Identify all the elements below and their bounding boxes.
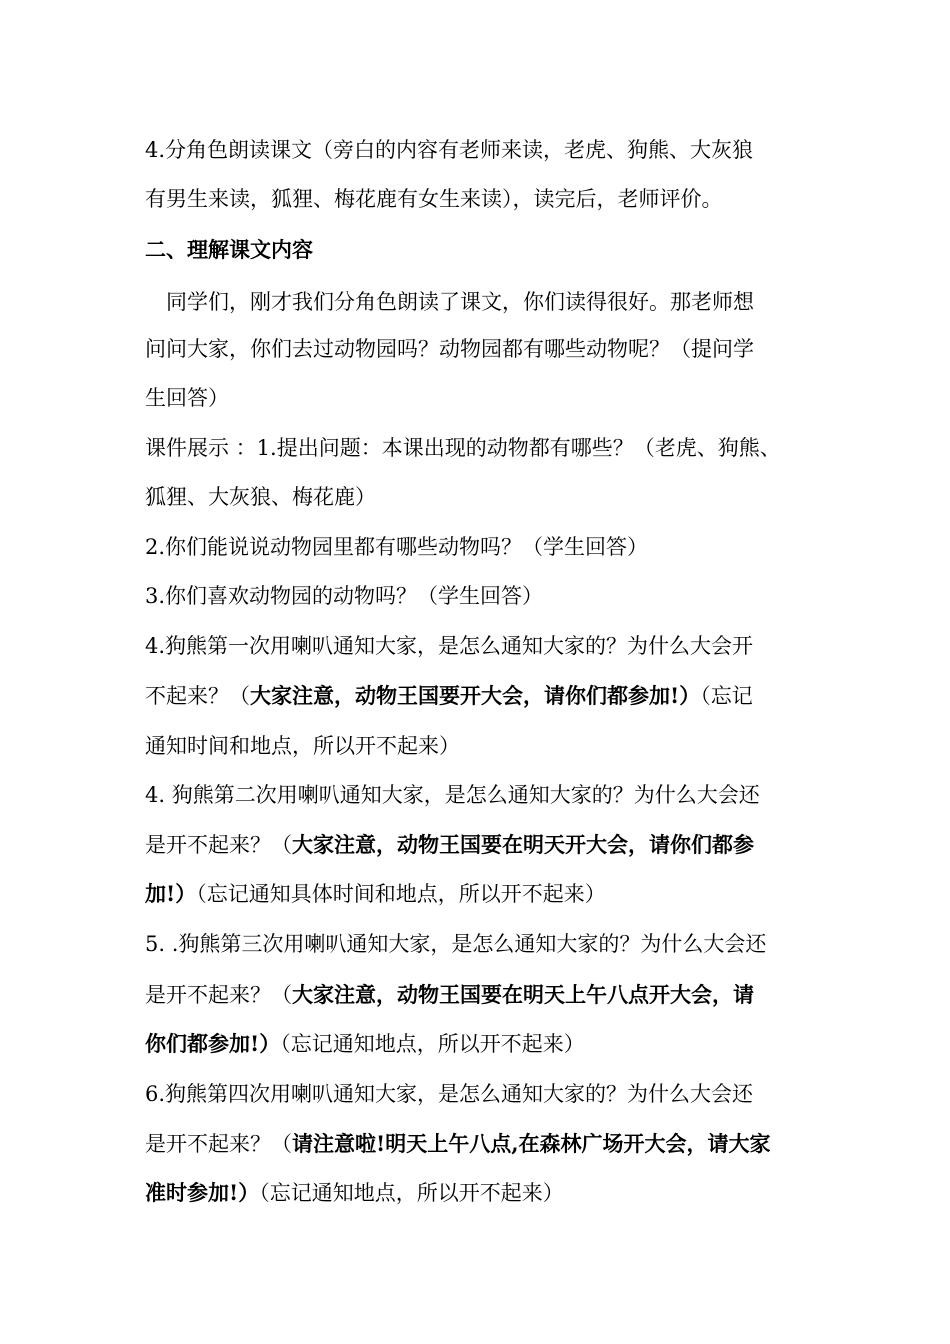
text-line <box>145 929 825 959</box>
text-line <box>145 532 825 562</box>
announcement-text: 大家注意，动物王国要开大会，请你们都参加!） <box>250 683 701 708</box>
text-line <box>145 433 825 463</box>
text-line <box>145 184 825 214</box>
text-segment: 3.你们喜欢动物园的动物吗？（学生回答） <box>145 584 544 608</box>
text-line <box>145 780 825 810</box>
announcement-text: 请注意啦!明天上午八点,在森林广场开大会，请大家 <box>292 1131 771 1156</box>
text-segment: （忘记通知具体时间和地点，所以开不起来） <box>196 882 606 906</box>
text-line <box>145 1079 825 1109</box>
text-line <box>145 1129 825 1159</box>
text-segment: （忘记通知地点，所以开不起来） <box>280 1032 585 1056</box>
text-segment: 同学们，刚才我们分角色朗读了课文，你们读得很好。那老师想 <box>145 290 754 314</box>
section-heading <box>145 235 825 265</box>
text-segment: 4.狗熊第一次用喇叭通知大家，是怎么通知大家的？为什么大会开 <box>145 634 754 658</box>
text-segment: 二、理解课文内容 <box>145 237 313 262</box>
text-segment: 是开不起来？（ <box>145 833 292 857</box>
text-line <box>145 980 825 1010</box>
text-line <box>145 135 825 165</box>
text-segment: 狐狸、大灰狼、梅花鹿） <box>145 485 376 509</box>
text-segment: （忘记通知地点，所以开不起来） <box>259 1181 564 1205</box>
text-line <box>145 731 825 761</box>
announcement-text: 大家注意，动物王国要在明天上午八点开大会，请 <box>292 982 754 1007</box>
text-segment: 是开不起来？（ <box>145 1132 292 1156</box>
text-line <box>145 334 825 364</box>
text-line <box>145 383 825 413</box>
text-line <box>145 581 825 611</box>
text-segment: 生回答） <box>145 386 229 410</box>
announcement-text: 加!） <box>145 881 197 906</box>
text-line <box>145 482 825 512</box>
text-segment: （忘记 <box>700 684 753 708</box>
text-line <box>145 287 825 317</box>
text-segment: 5. .狗熊第三次用喇叭通知大家，是怎么通知大家的？为什么大会还 <box>145 932 767 956</box>
text-segment: 通知时间和地点，所以开不起来） <box>145 734 460 758</box>
text-segment: 课件展示 ：1.提出问题：本课出现的动物都有哪些？（老虎、狗熊、 <box>145 436 781 460</box>
text-segment: 有男生来读，狐狸、梅花鹿有女生来读），读完后，老师评价。 <box>145 187 723 211</box>
text-segment: 4.分角色朗读课文（旁白的内容有老师来读，老虎、狗熊、大灰狼 <box>145 138 754 162</box>
text-segment: 问问大家，你们去过动物园吗？动物园都有哪些动物呢？（提问学 <box>145 337 754 361</box>
text-segment: 2.你们能说说动物园里都有哪些动物吗？（学生回答） <box>145 535 649 559</box>
text-segment: 4. 狗熊第二次用喇叭通知大家，是怎么通知大家的？为什么大会还 <box>145 783 760 807</box>
announcement-text: 大家注意，动物王国要在明天开大会，请你们都参 <box>292 832 754 857</box>
announcement-text: 准时参加!） <box>145 1180 260 1205</box>
text-line <box>145 631 825 661</box>
text-segment: 不起来？（ <box>145 684 250 708</box>
text-line <box>145 830 825 860</box>
text-segment: 6.狗熊第四次用喇叭通知大家，是怎么通知大家的？为什么大会还 <box>145 1082 754 1106</box>
text-line <box>145 1178 825 1208</box>
announcement-text: 你们都参加!） <box>145 1031 281 1056</box>
text-line <box>145 1029 825 1059</box>
text-line <box>145 681 825 711</box>
text-line <box>145 879 825 909</box>
text-segment: 是开不起来？（ <box>145 983 292 1007</box>
